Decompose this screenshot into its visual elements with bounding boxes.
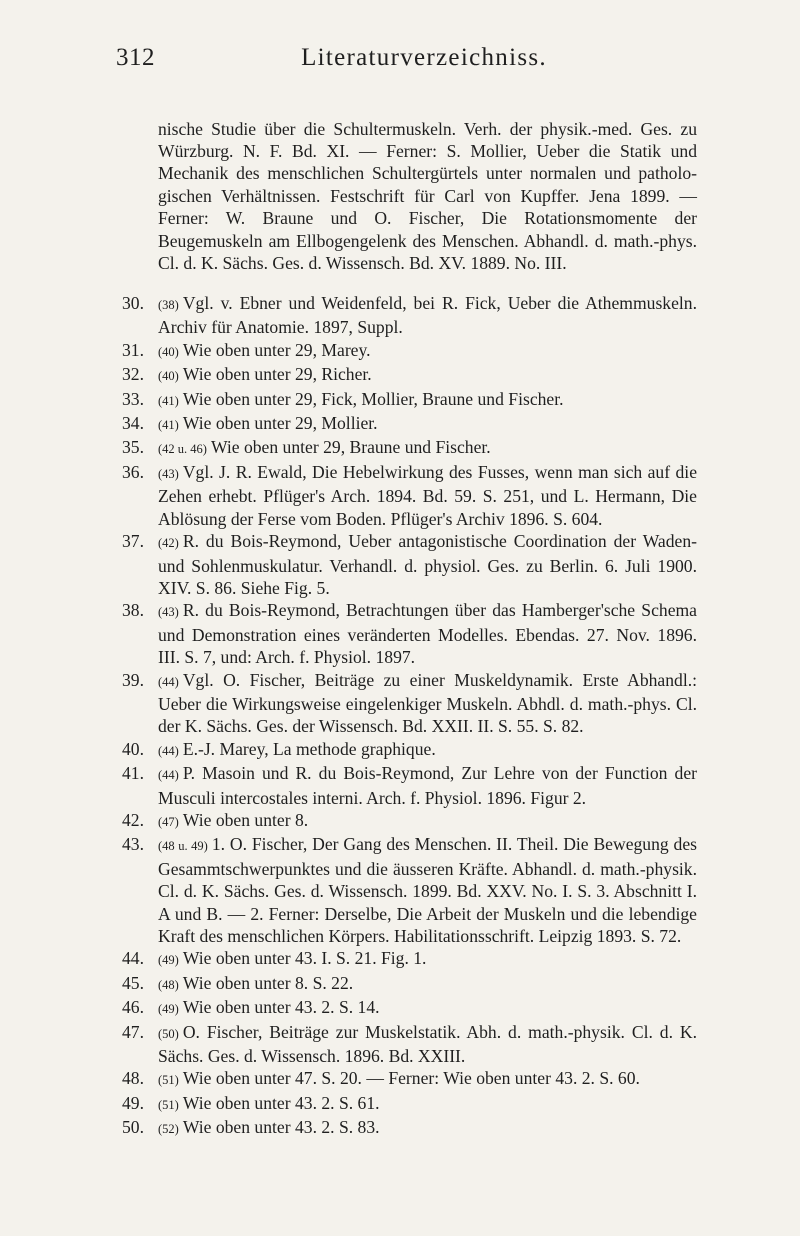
reference-text — [158, 669, 697, 738]
reference-text — [158, 762, 697, 809]
reference-text — [158, 530, 697, 599]
reference-number: 43. — [122, 834, 144, 855]
reference-number: 42. — [122, 809, 144, 830]
reference-entry — [122, 1092, 697, 1116]
reference-note: (41) — [158, 418, 179, 433]
reference-text — [158, 833, 697, 947]
reference-text — [158, 412, 697, 436]
reference-number: 32. — [122, 364, 144, 385]
reference-text — [158, 996, 697, 1020]
reference-number: 44. — [122, 948, 144, 969]
reference-number: 38. — [122, 600, 144, 621]
reference-citation: Wie oben unter 29, Fick, Mollier, Braune und Fischer. — [182, 388, 564, 409]
reference-text — [158, 339, 697, 363]
reference-number: 34. — [122, 413, 144, 434]
reference-citation: R. du Bois-Reymond, Betrachtungen über das Hamberger'sche Schema und Demonstration eines veränderten Modelles. Ebendas. 27. Nov. 1896. III. S. 7, und: Arch. f. Physiol. 1897. — [158, 600, 697, 668]
reference-entry — [122, 363, 697, 387]
reference-entry — [122, 436, 697, 460]
reference-number: 41. — [122, 763, 144, 784]
reference-entry — [122, 833, 697, 947]
reference-citation: Wie oben unter 29, Richer. — [182, 364, 372, 385]
reference-number: 36. — [122, 461, 144, 482]
reference-text — [158, 461, 697, 530]
reference-list — [122, 100, 697, 1141]
reference-citation: Wie oben unter 8. S. 22. — [182, 972, 354, 993]
page-header — [0, 44, 800, 84]
reference-note: (42) — [158, 536, 179, 551]
reference-note: (52) — [158, 1122, 179, 1137]
reference-note: (43) — [158, 605, 179, 620]
reference-note: (47) — [158, 814, 179, 829]
reference-text — [158, 1116, 697, 1140]
running-title: Literaturverzeichniss. — [301, 44, 547, 71]
reference-entry — [122, 599, 697, 668]
reference-citation: Wie oben unter 43. I. S. 21. Fig. 1. — [182, 948, 427, 969]
reference-entry — [122, 339, 697, 363]
reference-number: 33. — [122, 388, 144, 409]
reference-note: (44) — [158, 743, 179, 758]
reference-citation: P. Masoin und R. du Bois-Reymond, Zur Lehre von der Function der Musculi intercostales interni. Arch. f. Physiol. 1896. Figur 2. — [158, 763, 697, 808]
reference-text — [158, 292, 697, 339]
reference-number: 47. — [122, 1021, 144, 1042]
reference-note: (40) — [158, 369, 179, 384]
reference-note: (44) — [158, 674, 179, 689]
reference-text — [158, 972, 697, 996]
reference-citation: Wie oben unter 29, Braune und Fischer. — [210, 437, 491, 458]
reference-number: 40. — [122, 738, 144, 759]
reference-continuation: nische Studie über die Schultermuskeln. Verh. der physik.-med. Ges. zu Würzburg. N. F. Bd. XI. — Ferner: S. Mollier, Ueber die Statik und Mechanik des menschlichen Schultergürtels unter normalen und pathologischen Verhältnissen. Festschrift für Carl von Kupffer. Jena 1899. — Ferner: W. Braune und O. Fischer, Die Rotationsmomente der Beugemuskeln am Ellbogengelenk des Menschen. Abhandl. d. math.-phys. Cl. d. K. Sächs. Ges. d. Wissensch. Bd. XV. 1889. No. III. — [158, 118, 697, 274]
reference-text — [158, 738, 697, 762]
reference-number: 35. — [122, 437, 144, 458]
reference-citation: 1. O. Fischer, Der Gang des Menschen. II. Theil. Die Bewegung des Gesammtschwerpunktes und die äusseren Kräfte. Abhandl. d. math.-physik. Cl. d. K. Sächs. Ges. d. Wissensch. 1899. Bd. XXV. No. I. S. 3. Abschnitt I. A und B. — 2. Ferner: Derselbe, Die Arbeit der Muskeln und die lebendige Kraft des menschlichen Körpers. Habilitationsschrift. Leipzig 1893. S. 72. — [158, 834, 697, 946]
reference-number: 37. — [122, 531, 144, 552]
reference-note: (51) — [158, 1073, 179, 1088]
reference-citation: O. Fischer, Beiträge zur Muskelstatik. Abh. d. math.-physik. Cl. d. K. Sächs. Ges. d. Wissensch. 1896. Bd. XXIII. — [158, 1021, 697, 1067]
reference-number: 48. — [122, 1068, 144, 1089]
reference-text — [158, 1067, 697, 1091]
reference-note: (41) — [158, 393, 179, 408]
reference-citation: E.-J. Marey, La methode graphique. — [182, 738, 436, 759]
reference-note: (50) — [158, 1026, 179, 1041]
reference-text — [158, 809, 697, 833]
reference-number: 31. — [122, 339, 144, 360]
reference-number: 50. — [122, 1117, 144, 1138]
reference-number: 30. — [122, 293, 144, 314]
reference-text — [158, 1021, 697, 1068]
reference-entry — [122, 1116, 697, 1140]
reference-note: (44) — [158, 768, 179, 783]
reference-citation: Wie oben unter 8. — [182, 809, 309, 830]
reference-entry — [122, 530, 697, 599]
reference-text — [158, 436, 697, 460]
page-number: 312 — [116, 44, 155, 71]
reference-citation: Wie oben unter 29, Mollier. — [182, 413, 378, 434]
reference-citation: Wie oben unter 43. 2. S. 14. — [182, 997, 380, 1018]
reference-entry — [122, 738, 697, 762]
reference-entry — [122, 412, 697, 436]
reference-text — [158, 599, 697, 668]
reference-citation: Wie oben unter 43. 2. S. 61. — [182, 1092, 380, 1113]
reference-note: (48) — [158, 977, 179, 992]
reference-citation: Wie oben unter 47. S. 20. — Ferner: Wie oben unter 43. 2. S. 60. — [182, 1068, 640, 1089]
reference-entry — [122, 669, 697, 738]
reference-citation: Vgl. O. Fischer, Beiträge zu einer Muskeldynamik. Erste Abhandl.: Ueber die Wirkungsweise eingelenkiger Muskeln. Abhdl. d. math.-phys. Cl. der K. Sächs. Ges. der Wissensch. Bd. XXII. II. S. 55. S. 82. — [158, 669, 697, 737]
reference-citation: Vgl. v. Ebner und Weidenfeld, bei R. Fick, Ueber die Athemmuskeln. Archiv für Anatomie. 1897, Suppl. — [158, 293, 697, 338]
reference-citation: Vgl. J. R. Ewald, Die Hebelwirkung des Fusses, wenn man sich auf die Zehen erhebt. Pflüger's Arch. 1894. Bd. 59. S. 251, und L. Hermann, Die Ablösung der Ferse vom Boden. Pflüger's Archiv 1896. S. 604. — [158, 461, 697, 529]
reference-note: (49) — [158, 1002, 179, 1017]
reference-note: (38) — [158, 298, 179, 313]
reference-entry — [122, 1021, 697, 1068]
reference-number: 39. — [122, 669, 144, 690]
reference-note: (49) — [158, 953, 179, 968]
reference-note: (43) — [158, 466, 179, 481]
reference-entry — [122, 972, 697, 996]
reference-entry — [122, 762, 697, 809]
reference-entry — [122, 996, 697, 1020]
reference-citation: Wie oben unter 43. 2. S. 83. — [182, 1117, 380, 1138]
reference-entry — [122, 1067, 697, 1091]
reference-note: (51) — [158, 1097, 179, 1112]
reference-entry — [122, 292, 697, 339]
reference-entry — [122, 461, 697, 530]
reference-entry — [122, 388, 697, 412]
reference-entry — [122, 947, 697, 971]
reference-number: 46. — [122, 997, 144, 1018]
reference-note: (48 u. 49) — [158, 839, 208, 854]
reference-number: 49. — [122, 1092, 144, 1113]
reference-text — [158, 947, 697, 971]
reference-citation: Wie oben unter 29, Marey. — [182, 339, 371, 360]
reference-text — [158, 1092, 697, 1116]
reference-number: 45. — [122, 972, 144, 993]
reference-entry — [122, 809, 697, 833]
reference-note: (42 u. 46) — [158, 442, 207, 457]
reference-entries — [122, 292, 697, 1141]
reference-citation: R. du Bois-Reymond, Ueber antagonistische Coordination der Waden- und Sohlenmuskulatur. Verhandl. d. physiol. Ges. zu Berlin. 6. Juli 1900. XIV. S. 86. Siehe Fig. 5. — [158, 531, 697, 598]
reference-note: (40) — [158, 344, 179, 359]
reference-text — [158, 363, 697, 387]
reference-text — [158, 388, 697, 412]
